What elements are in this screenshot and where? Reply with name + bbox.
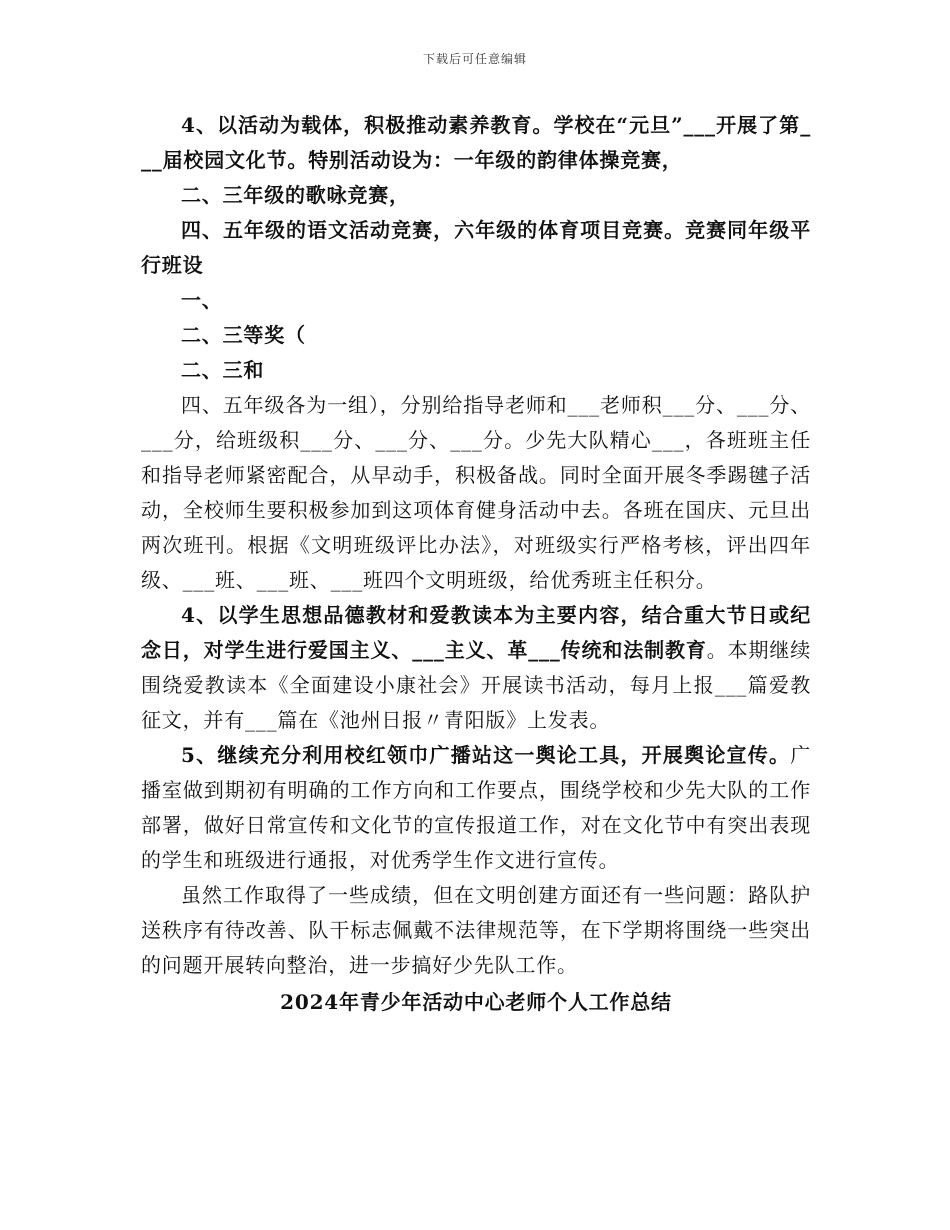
paragraph-broadcast-station	[141, 738, 811, 878]
document-body	[141, 108, 811, 1020]
paragraph-second-third-prize: 二、三等奖（	[181, 323, 306, 347]
section-title: 2024年青少年活动中心老师个人工作总结	[280, 990, 672, 1014]
paragraph-patriotic-education-body: 。本期继续围绕爱教读本《全面建设小康社会》开展读书活动，每月上报___篇爱教征文，并有___篇在《池州日报〃青阳版》上发表。	[141, 638, 812, 732]
paragraph-second-third-and: 二、三和	[181, 358, 265, 382]
paragraph-patriotic-education-lead: 4、以学生思想品德教材和爱教读本为主要内容，结合重大节日或纪念日，对学生进行爱国主义、___主义、革___传统和法制教育	[141, 603, 811, 662]
page-header-note: 下载后可任意编辑	[422, 52, 527, 66]
paragraph-first-prize: 一、	[181, 288, 223, 312]
paragraph-broadcast-station-lead: 5、继续充分利用校红领巾广播站这一舆论工具，开展舆论宣传。	[181, 743, 791, 767]
paragraph-grade-4-5-chinese: 四、五年级的语文活动竞赛，六年级的体育项目竞赛。竞赛同年级平行班设	[141, 218, 811, 277]
paragraph-grade-2-3-singing: 二、三年级的歌咏竞赛，	[181, 183, 410, 207]
paragraph-activity-culture-festival: 4、以活动为载体，积极推动素养教育。学校在“元旦”___开展了第___届校园文化节。特别活动设为：一年级的韵律体操竞赛，	[141, 113, 811, 172]
paragraph-grade-groups-scoring: 四、五年级各为一组），分别给指导老师和___老师积___分、___分、___分，给班级积___分、___分、___分。少先大队精心___，各班班主任和指导老师紧密配合，从早动手，积极备战。同时全面开展冬季踢毽子活动，全校师生要积极参加到这项体育健身活动中去。各班在国庆、元旦出两次班刊。根据《文明班级评比办法》，对班级实行严格考核，评出四年级、___班、___班、___班四个文明班级，给优秀班主任积分。	[141, 393, 811, 592]
paragraph-broadcast-station-body: 广播室做到期初有明确的工作方向和工作要点，围绕学校和少先大队的工作部署，做好日常宣传和文化节的宣传报道工作，对在文化节中有突出表现的学生和班级进行通报，对优秀学生作文进行宣传。	[141, 743, 811, 872]
paragraph-problems-summary: 虽然工作取得了一些成绩，但在文明创建方面还有一些问题：路队护送秩序有待改善、队干标志佩戴不法律规范等，在下学期将围绕一些突出的问题开展转向整治，进一步搞好少先队工作。	[141, 883, 811, 977]
paragraph-patriotic-education	[141, 598, 811, 738]
